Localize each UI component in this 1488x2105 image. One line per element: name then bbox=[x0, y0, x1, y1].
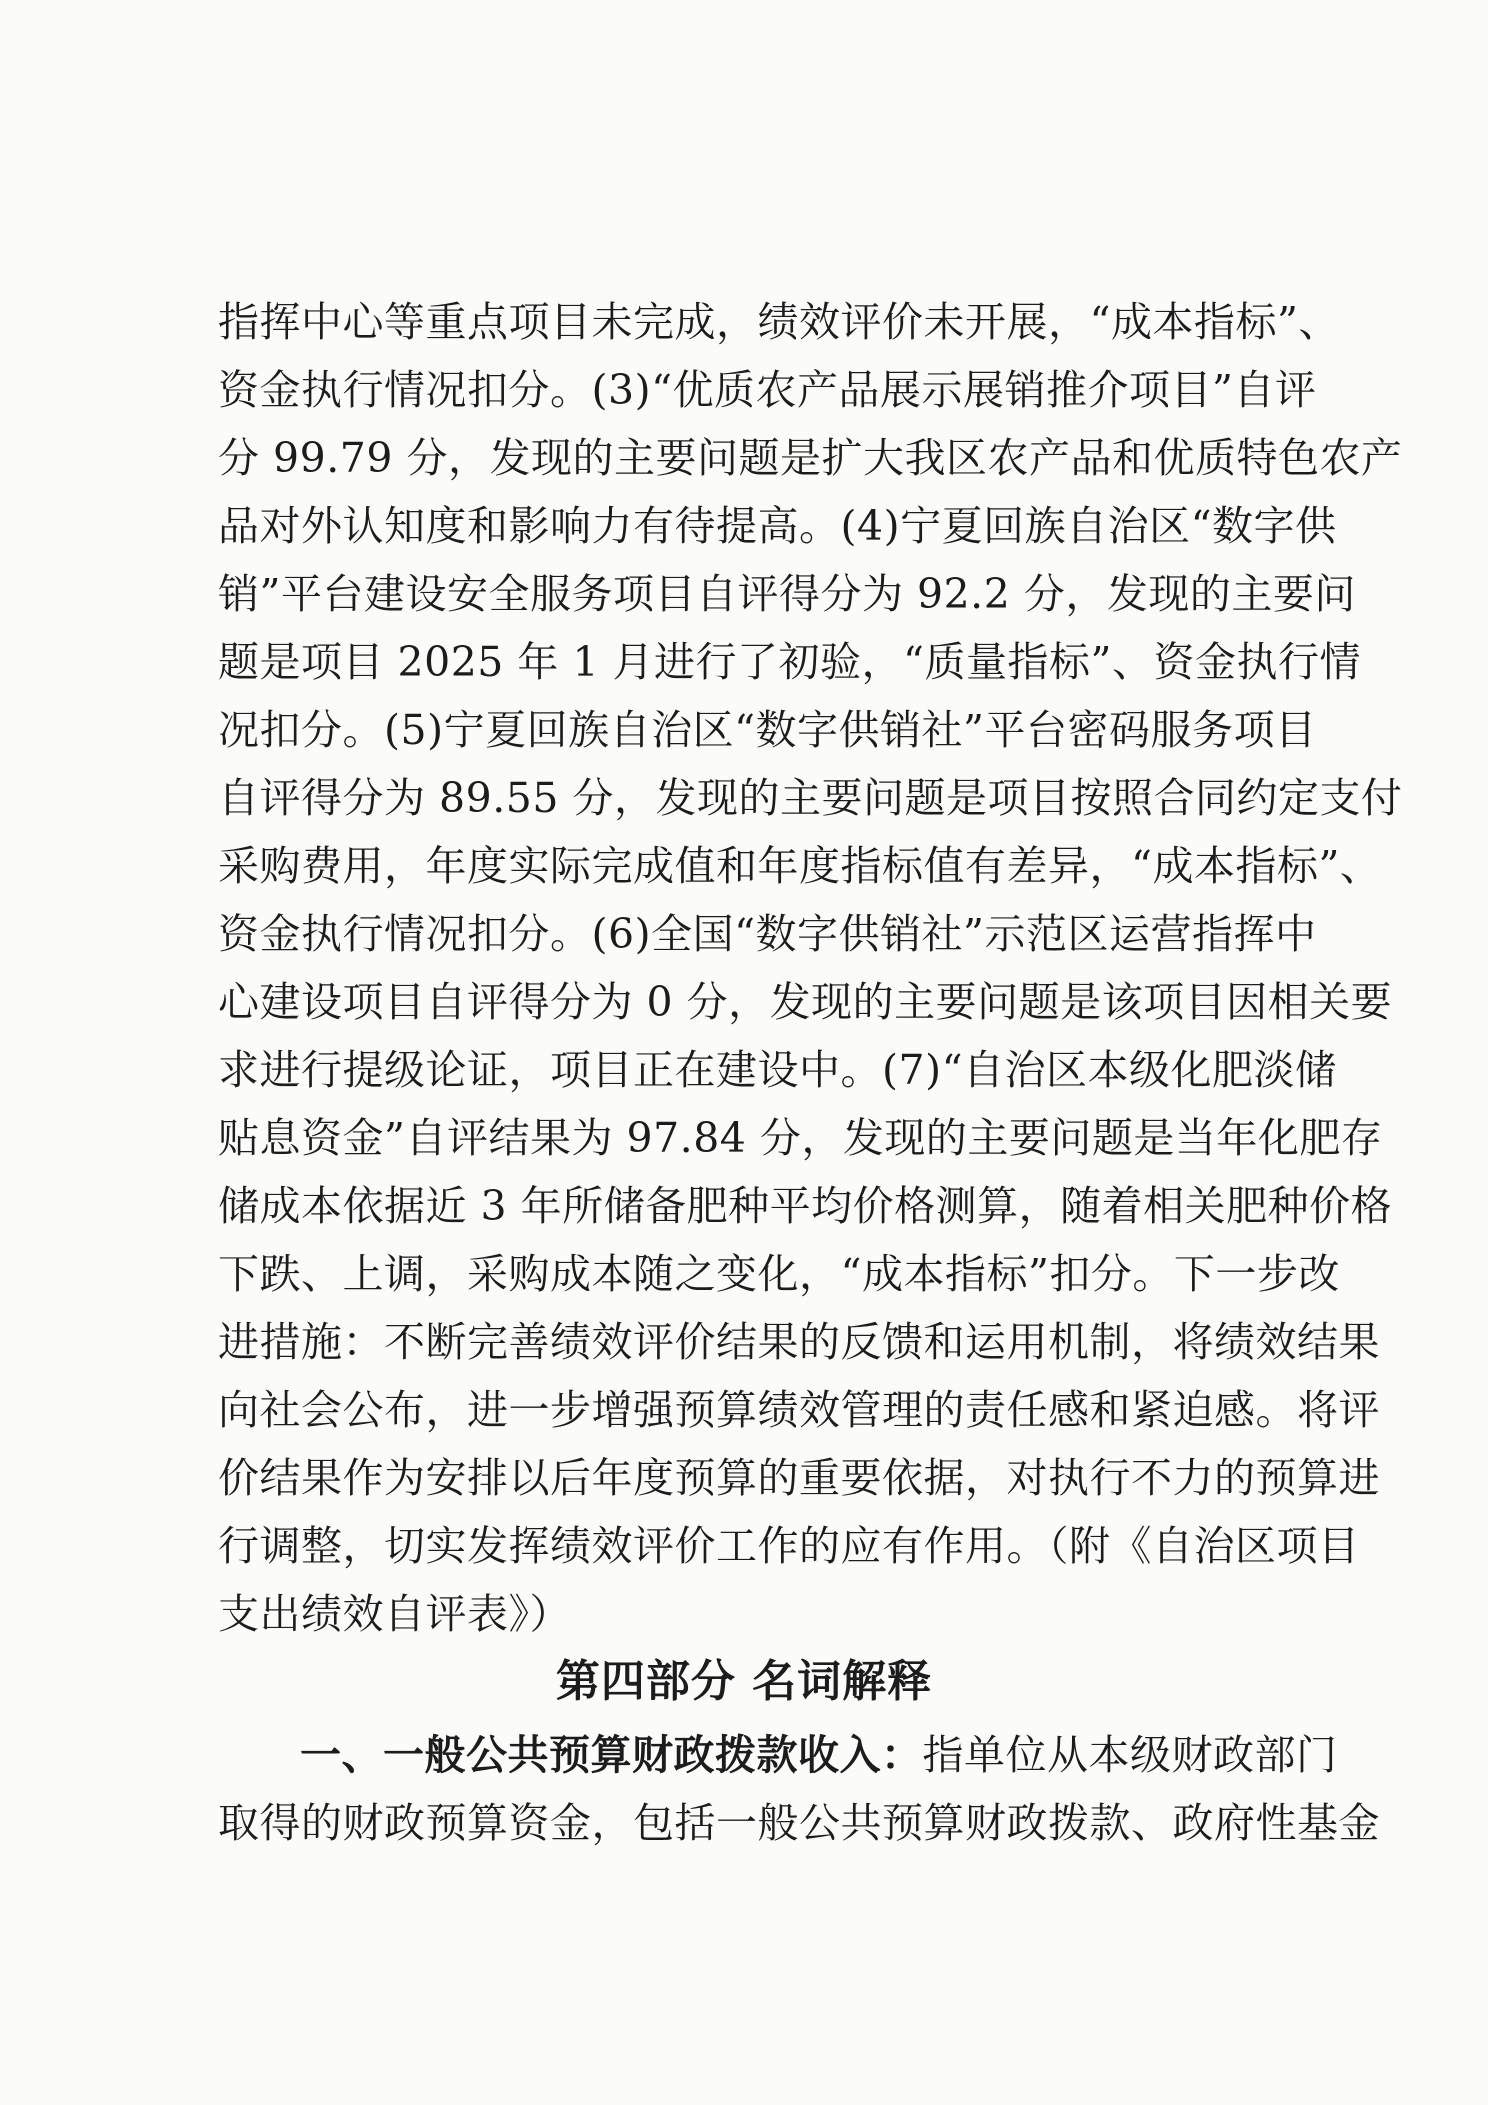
body-line: 资金执行情况扣分。(6)全国“数字供销社”示范区运营指挥中 bbox=[218, 910, 1317, 958]
body-line: 资金执行情况扣分。(3)“优质农产品展示展销推介项目”自评 bbox=[218, 366, 1317, 414]
body-line: 品对外认知度和影响力有待提高。(4)宁夏回族自治区“数字供 bbox=[218, 502, 1337, 550]
body-line: 价结果作为安排以后年度预算的重要依据，对执行不力的预算进 bbox=[218, 1454, 1380, 1502]
body-line: 心建设项目自评得分为 0 分，发现的主要问题是该项目因相关要 bbox=[218, 978, 1393, 1026]
body-line: 指挥中心等重点项目未完成，绩效评价未开展，“成本指标”、 bbox=[218, 298, 1340, 346]
body-line: 销”平台建设安全服务项目自评得分为 92.2 分，发现的主要问 bbox=[218, 570, 1356, 618]
body-line: 采购费用，年度实际完成值和年度指标值有差异，“成本指标”、 bbox=[218, 842, 1382, 890]
body-line: 下跌、上调，采购成本随之变化，“成本指标”扣分。下一步改 bbox=[218, 1250, 1340, 1298]
body-line: 自评得分为 89.55 分，发现的主要问题是项目按照合同约定支付 bbox=[218, 774, 1403, 822]
body-line: 分 99.79 分，发现的主要问题是扩大我区农产品和优质特色农产 bbox=[218, 434, 1403, 482]
body-line: 求进行提级论证，项目正在建设中。(7)“自治区本级化肥淡储 bbox=[218, 1046, 1337, 1094]
body-line: 况扣分。(5)宁夏回族自治区“数字供销社”平台密码服务项目 bbox=[218, 706, 1317, 754]
body-line: 向社会公布，进一步增强预算绩效管理的责任感和紧迫感。将评 bbox=[218, 1386, 1380, 1434]
definition-line-2: 取得的财政预算资金，包括一般公共预算财政拨款、政府性基金 bbox=[218, 1799, 1380, 1847]
definition-text: 指单位从本级财政部门 bbox=[922, 1731, 1338, 1779]
body-line: 进措施：不断完善绩效评价结果的反馈和运用机制，将绩效结果 bbox=[218, 1318, 1380, 1366]
definition-line bbox=[300, 1727, 1338, 1783]
body-line: 贴息资金”自评结果为 97.84 分，发现的主要问题是当年化肥存 bbox=[218, 1114, 1383, 1162]
body-line: 支出绩效自评表》） bbox=[218, 1590, 571, 1638]
definition-term: 一、一般公共预算财政拨款收入： bbox=[300, 1731, 923, 1779]
body-line: 行调整，切实发挥绩效评价工作的应有作用。（附《自治区项目 bbox=[218, 1522, 1360, 1570]
body-line: 题是项目 2025 年 1 月进行了初验，“质量指标”、资金执行情 bbox=[218, 638, 1361, 686]
section-heading: 第四部分 名词解释 bbox=[555, 1656, 933, 1707]
body-line: 储成本依据近 3 年所储备肥种平均价格测算，随着相关肥种价格 bbox=[218, 1182, 1393, 1230]
